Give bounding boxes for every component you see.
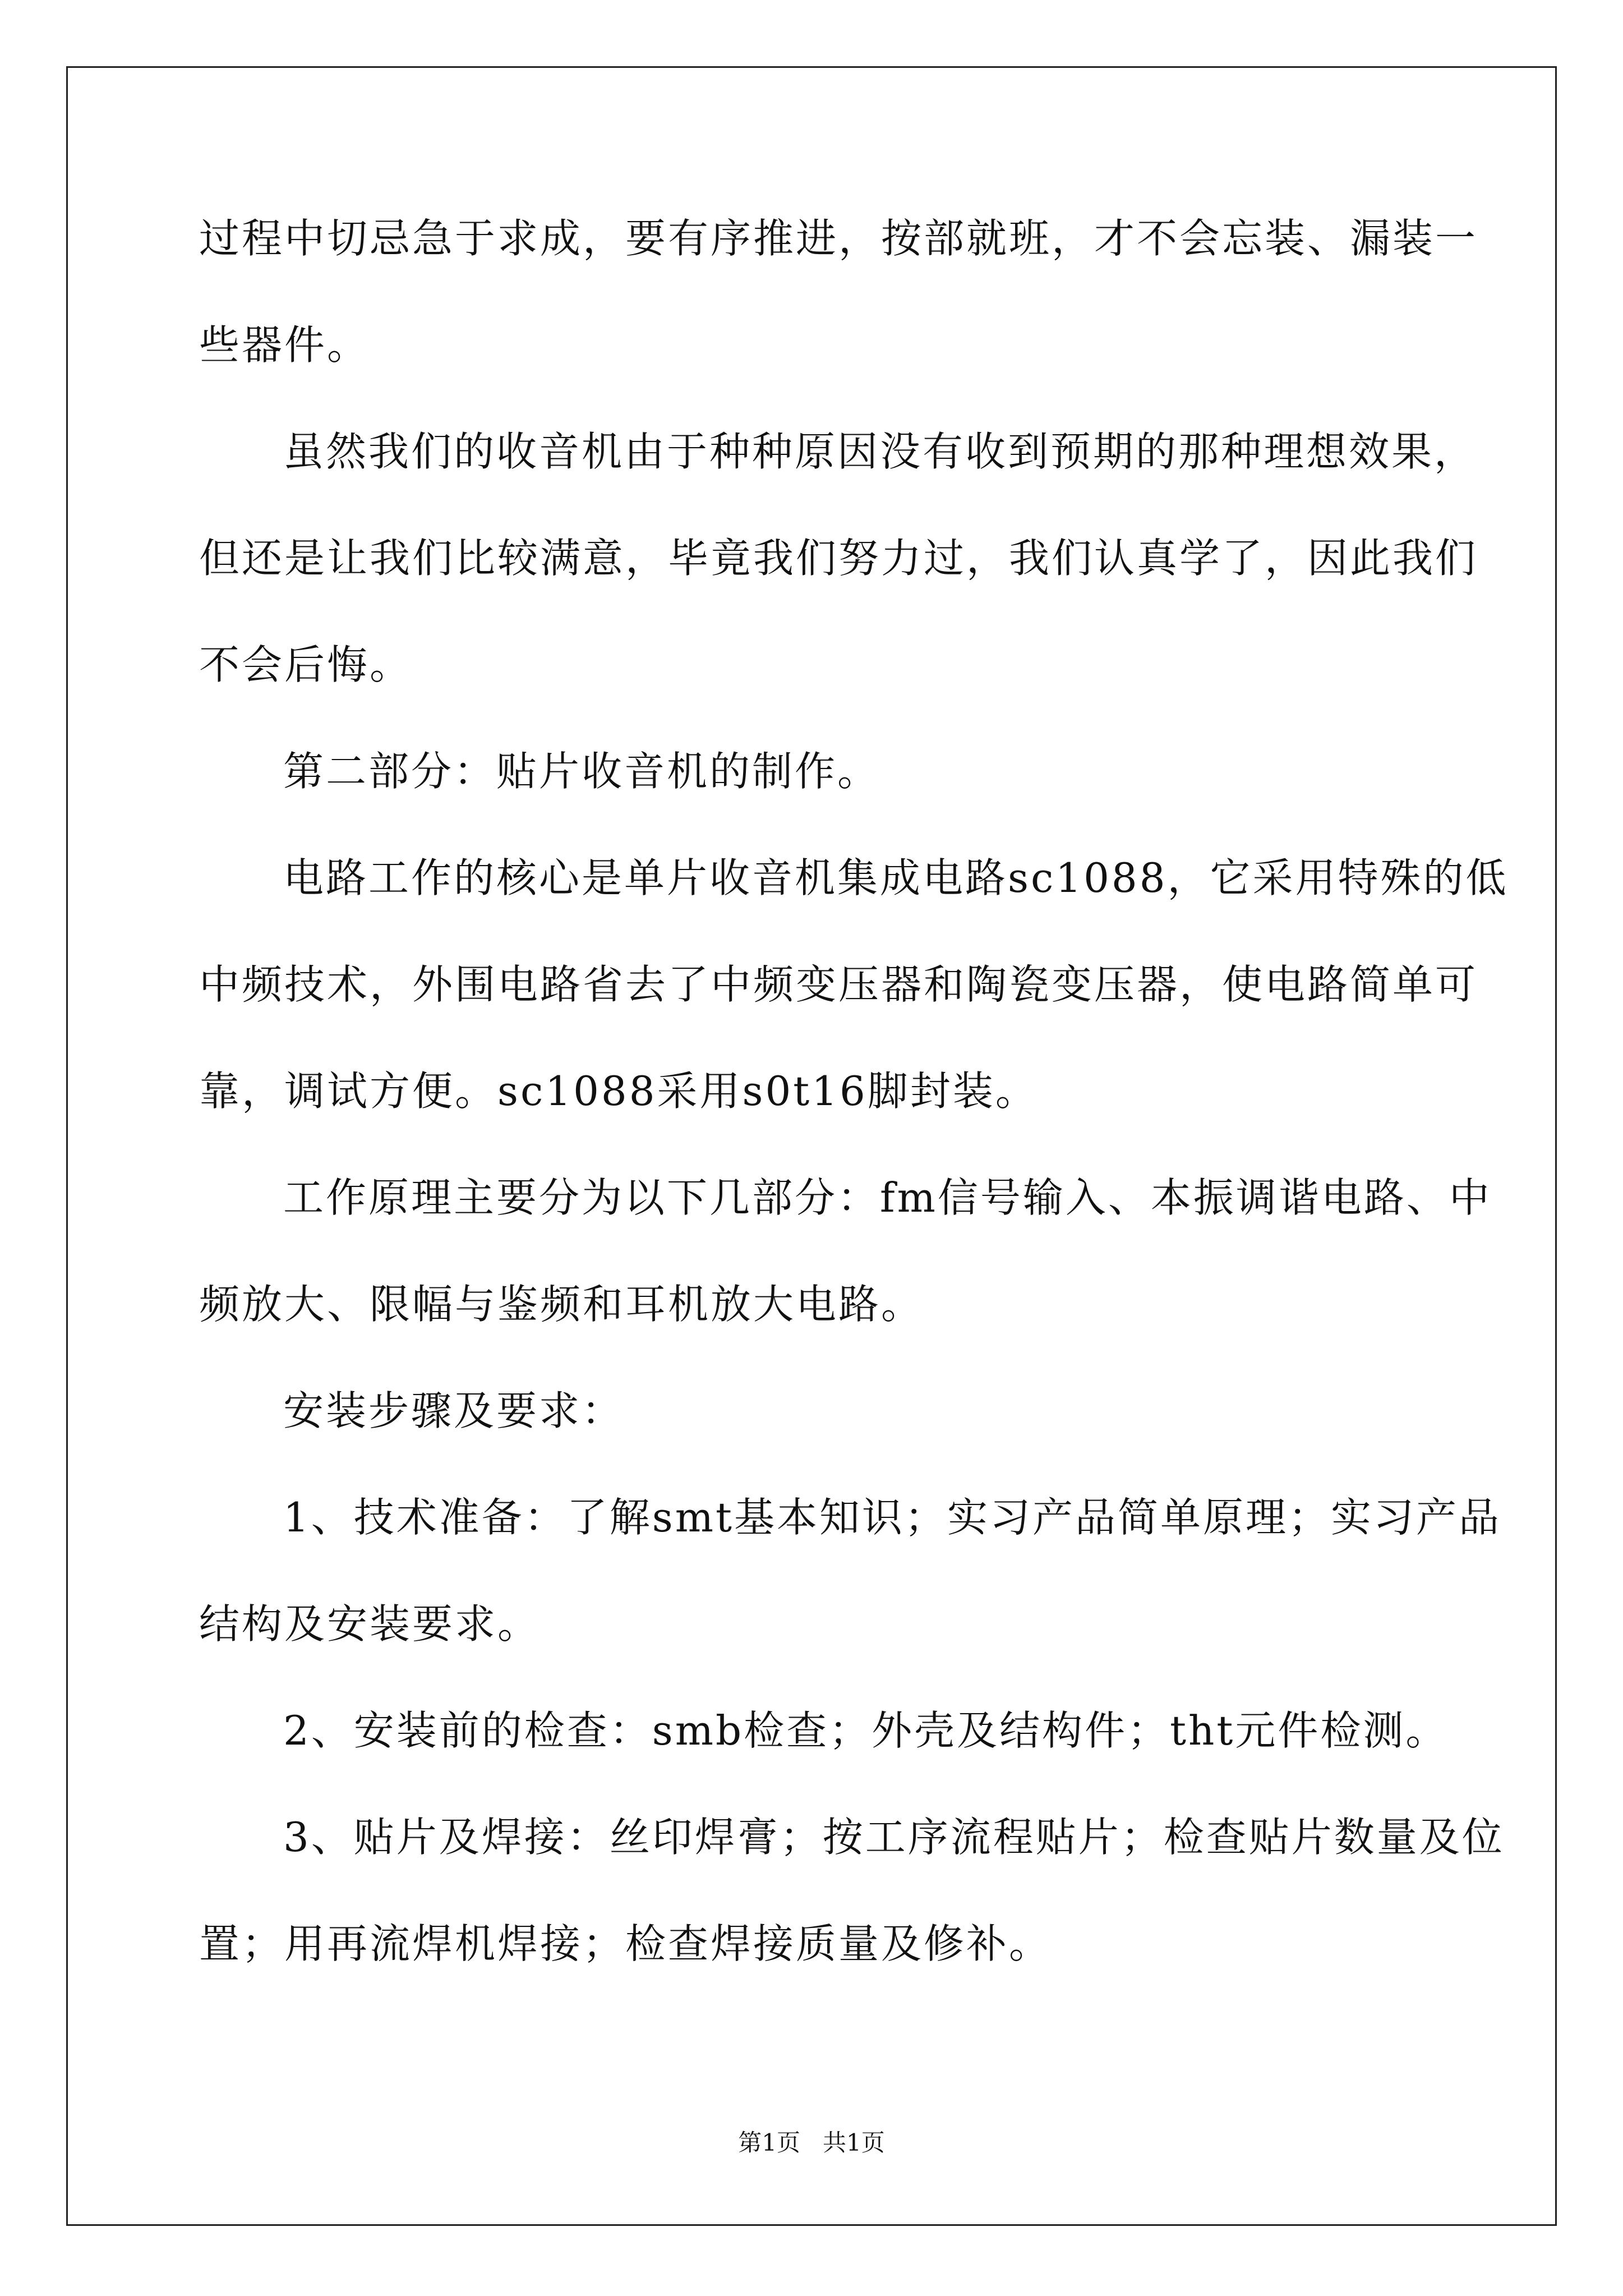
- page-footer: [0, 2126, 1623, 2160]
- list-item: 3、贴片及焊接：丝印焊膏；按工序流程贴片；检查贴片数量及位: [283, 1814, 1505, 1861]
- list-item: 结构及安装要求。: [199, 1600, 541, 1648]
- list-item: 2、安装前的检查：smb检查；外壳及结构件；tht元件检测。: [283, 1707, 1449, 1754]
- page-border: [66, 66, 1557, 2226]
- text-line: 频放大、限幅与鉴频和耳机放大电路。: [199, 1281, 924, 1328]
- section-heading: 第二部分：贴片收音机的制作。: [283, 748, 880, 795]
- text-line: 中频技术，外围电路省去了中频变压器和陶瓷变压器，使电路简单可: [199, 961, 1478, 1008]
- list-item: 置；用再流焊机焊接；检查焊接质量及修补。: [199, 1920, 1052, 1967]
- text-line: 工作原理主要分为以下几部分：fm信号输入、本振调谐电路、中: [283, 1174, 1492, 1221]
- text-line: 电路工作的核心是单片收音机集成电路sc1088，它采用特殊的低: [283, 854, 1509, 901]
- text-line: 过程中切忌急于求成，要有序推进，按部就班，才不会忘装、漏装一: [199, 215, 1478, 262]
- text-line: 虽然我们的收音机由于种种原因没有收到预期的那种理想效果，: [283, 428, 1477, 475]
- text-line: 不会后悔。: [199, 641, 413, 688]
- page-total: 共1页: [823, 2129, 885, 2156]
- text-line: 但还是让我们比较满意，毕竟我们努力过，我们认真学了，因此我们: [199, 535, 1478, 582]
- text-line: 些器件。: [199, 321, 370, 369]
- text-line: 靠，调试方便。sc1088采用s0t16脚封装。: [199, 1068, 1038, 1115]
- list-item: 1、技术准备：了解smt基本知识；实习产品简单原理；实习产品: [283, 1494, 1501, 1541]
- text-line: 安装步骤及要求：: [283, 1387, 625, 1434]
- page-number: 第1页: [738, 2129, 800, 2156]
